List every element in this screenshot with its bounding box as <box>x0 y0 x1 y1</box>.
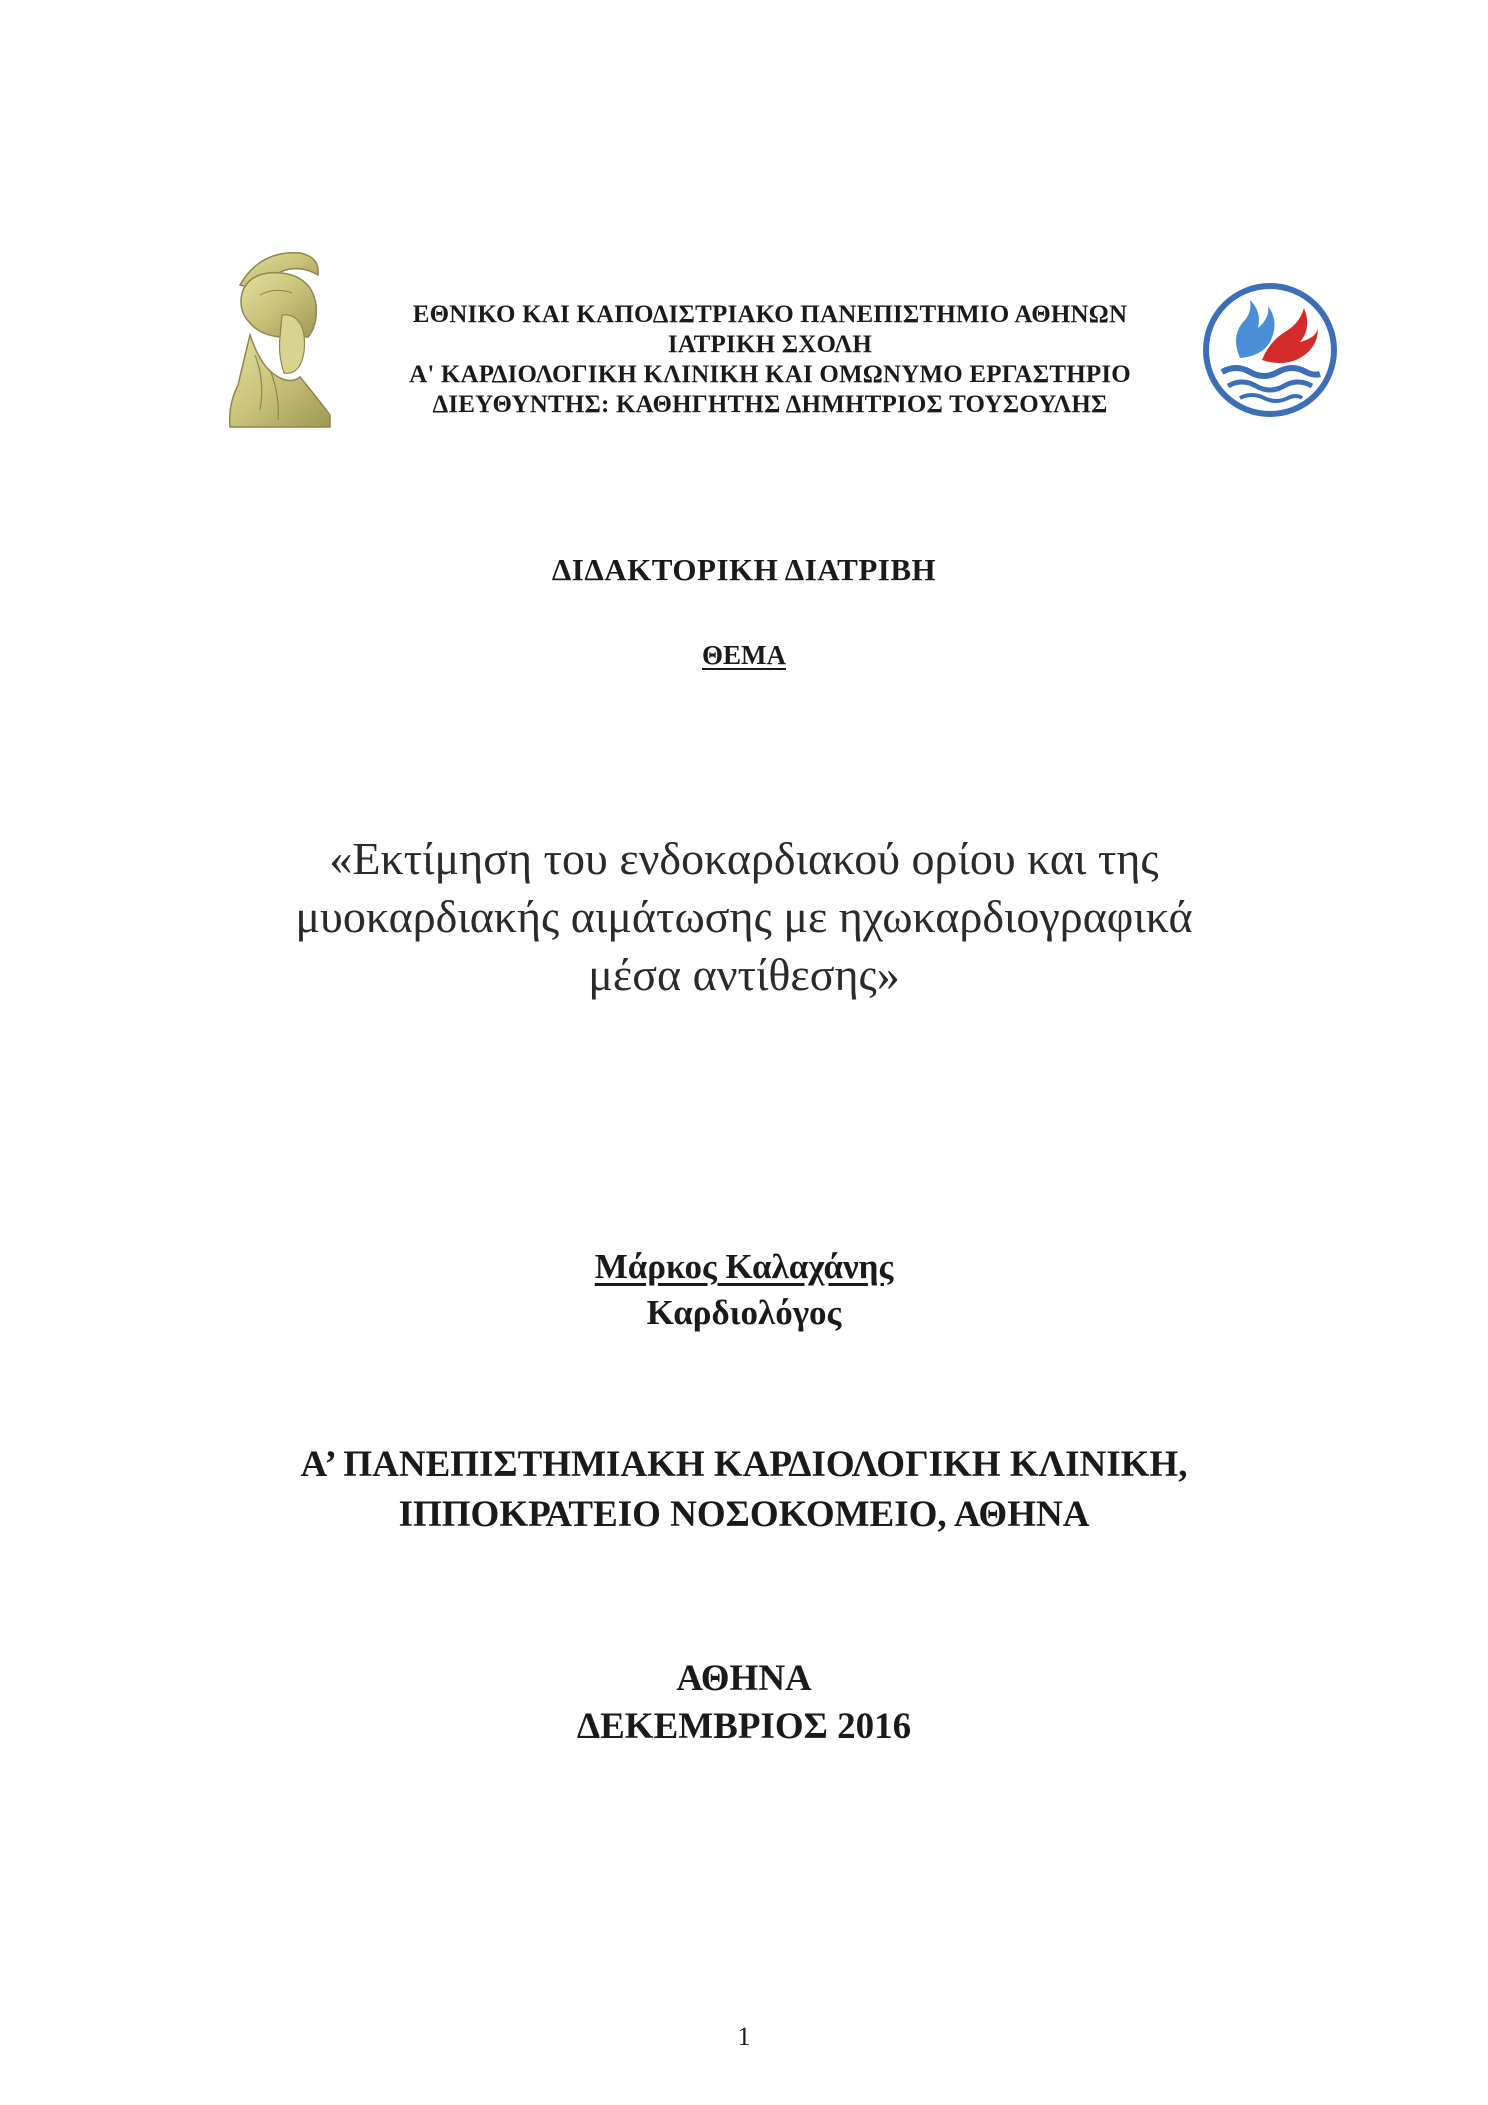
thesis-title-line: μυοκαρδιακής αιμάτωσης με ηχωκαρδιογραφικά <box>295 891 1193 942</box>
author-role: Καρδιολόγος <box>646 1293 842 1332</box>
school-name: ΙΑΤΡΙΚΗ ΣΧΟΛΗ <box>667 331 873 358</box>
document-type: ΔΙΔΑΚΤΟΡΙΚΗ ΔΙΑΤΡΙΒΗ <box>551 552 937 587</box>
subject-label: ΘΕΜΑ <box>702 640 786 670</box>
city: ΑΘΗΝΑ <box>676 1658 812 1699</box>
author-name: Μάρκος Καλαχάνης <box>594 1247 894 1286</box>
author-block <box>0 1244 1488 1336</box>
university-header <box>220 245 1340 435</box>
athena-head-logo-icon <box>220 245 345 430</box>
page-number: 1 <box>737 2022 751 2051</box>
clinic-line: ΙΠΠΟΚΡΑΤΕΙΟ ΝΟΣΟΚΟΜΕΙΟ, ΑΘΗΝΑ <box>398 1494 1090 1535</box>
thesis-title-line: μέσα αντίθεσης» <box>588 949 900 1000</box>
place-date-block <box>0 1655 1488 1751</box>
university-header-text <box>350 300 1190 420</box>
clinic-block <box>0 1440 1488 1540</box>
torch-flame-waves-logo-icon <box>1200 280 1340 420</box>
university-name: ΕΘΝΙΚΟ ΚΑΙ ΚΑΠΟΔΙΣΤΡΙΑΚΟ ΠΑΝΕΠΙΣΤΗΜΙΟ ΑΘΗΝΩΝ <box>412 301 1128 328</box>
clinic-line: Α’ ΠΑΝΕΠΙΣΤΗΜΙΑΚΗ ΚΑΡΔΙΟΛΟΓΙΚΗ ΚΛΙΝΙΚΗ, <box>300 1444 1188 1485</box>
clinic-name: Α' ΚΑΡΔΙΟΛΟΓΙΚΗ ΚΛΙΝΙΚΗ ΚΑΙ ΟΜΩΝΥΜΟ ΕΡΓΑΣΤΗΡΙΟ <box>409 361 1131 388</box>
thesis-title <box>0 830 1488 1004</box>
date: ΔΕΚΕΜΒΡΙΟΣ 2016 <box>576 1706 912 1747</box>
thesis-title-line: «Εκτίμηση του ενδοκαρδιακού ορίου και της <box>329 833 1159 884</box>
director-line: ΔΙΕΥΘΥΝΤΗΣ: ΚΑΘΗΓΗΤΗΣ ΔΗΜΗΤΡΙΟΣ ΤΟΥΣΟΥΛΗΣ <box>432 391 1108 418</box>
